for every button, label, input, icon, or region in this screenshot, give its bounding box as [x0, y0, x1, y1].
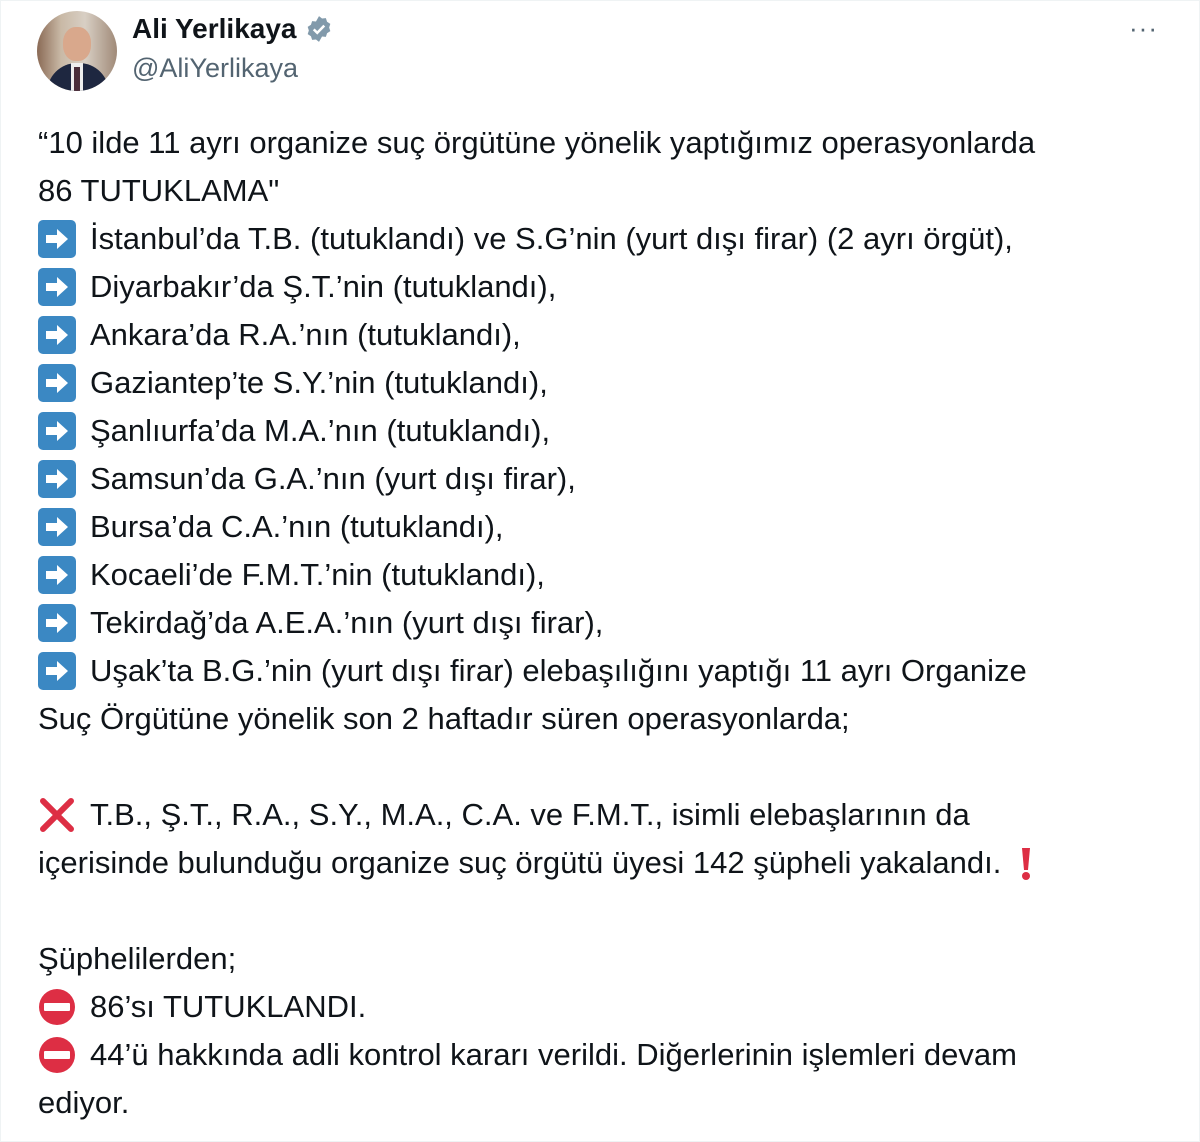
arrow-right-icon — [38, 604, 76, 642]
arrow-right-icon — [38, 412, 76, 450]
blank-line — [38, 887, 1041, 935]
tweet-line — [38, 647, 1041, 695]
tweet-line — [38, 359, 1041, 407]
tweet-line — [38, 215, 1041, 263]
tweet-line — [38, 1079, 1041, 1127]
arrow-right-icon — [38, 316, 76, 354]
line-text: T.B., Ş.T., R.A., S.Y., M.A., C.A. ve F.M.T., isimli elebaşlarının da — [90, 797, 970, 832]
line-text: Gaziantep’te S.Y.’nin (tutuklandı), — [90, 365, 548, 400]
arrow-right-icon — [38, 460, 76, 498]
tweet-line — [38, 263, 1041, 311]
tweet-line — [38, 407, 1041, 455]
tweet-line — [38, 599, 1041, 647]
tweet-line — [38, 167, 1041, 215]
author-handle[interactable]: @AliYerlikaya — [132, 53, 298, 83]
arrow-right-icon — [38, 364, 76, 402]
line-text: İstanbul’da T.B. (tutuklandı) ve S.G’nin (yurt dışı firar) (2 ayrı örgüt), — [90, 221, 1013, 256]
line-text: Şüphelilerden; — [38, 941, 237, 976]
line-text: ediyor. — [38, 1085, 130, 1120]
tweet-line — [38, 119, 1041, 167]
tweet-line — [38, 983, 1041, 1031]
arrow-right-icon — [38, 556, 76, 594]
verified-badge-icon — [305, 15, 333, 43]
line-text: Tekirdağ’da A.E.A.’nın (yurt dışı firar), — [90, 605, 604, 640]
arrow-right-icon — [38, 268, 76, 306]
cross-mark-icon — [38, 796, 76, 834]
line-text: Ankara’da R.A.’nın (tutuklandı), — [90, 317, 521, 352]
tweet-line — [38, 551, 1041, 599]
line-text: Kocaeli’de F.M.T.’nin (tutuklandı), — [90, 557, 545, 592]
line-text: 44’ü hakkında adli kontrol kararı verildi. Diğerlerinin işlemleri devam — [90, 1037, 1017, 1072]
avatar[interactable] — [37, 11, 117, 91]
line-text: içerisinde bulunduğu organize suç örgütü üyesi 142 şüpheli yakalandı. — [38, 845, 1002, 880]
arrow-right-icon — [38, 652, 76, 690]
tweet-text — [38, 119, 1041, 1127]
tweet-line — [38, 791, 1041, 839]
tweet-line — [38, 695, 1041, 743]
tweet-line — [38, 503, 1041, 551]
tweet-line — [38, 935, 1041, 983]
line-text: 86 TUTUKLAMA" — [38, 173, 280, 208]
tweet-line — [38, 839, 1041, 887]
line-text: “10 ilde 11 ayrı organize suç örgütüne yönelik yaptığımız operasyonlarda — [38, 125, 1036, 160]
author-name[interactable]: Ali Yerlikaya — [132, 13, 297, 44]
more-options-icon[interactable]: ··· — [1129, 13, 1158, 43]
author-name-row[interactable] — [132, 13, 333, 45]
arrow-right-icon — [38, 508, 76, 546]
line-text: Diyarbakır’da Ş.T.’nin (tutuklandı), — [90, 269, 557, 304]
tweet-line — [38, 1031, 1041, 1079]
exclamation-icon — [1007, 844, 1027, 882]
blank-line — [38, 743, 1041, 791]
line-text: Suç Örgütüne yönelik son 2 haftadır süren operasyonlarda; — [38, 701, 850, 736]
arrow-right-icon — [38, 220, 76, 258]
line-text: Şanlıurfa’da M.A.’nın (tutuklandı), — [90, 413, 551, 448]
no-entry-icon — [38, 988, 76, 1026]
no-entry-icon — [38, 1036, 76, 1074]
line-text: Uşak’ta B.G.’nin (yurt dışı firar) elebaşılığını yaptığı 11 ayrı Organize — [90, 653, 1027, 688]
line-text: Bursa’da C.A.’nın (tutuklandı), — [90, 509, 504, 544]
tweet-line — [38, 311, 1041, 359]
line-text: Samsun’da G.A.’nın (yurt dışı firar), — [90, 461, 576, 496]
tweet-line — [38, 455, 1041, 503]
line-text: 86’sı TUTUKLANDI. — [90, 989, 367, 1024]
